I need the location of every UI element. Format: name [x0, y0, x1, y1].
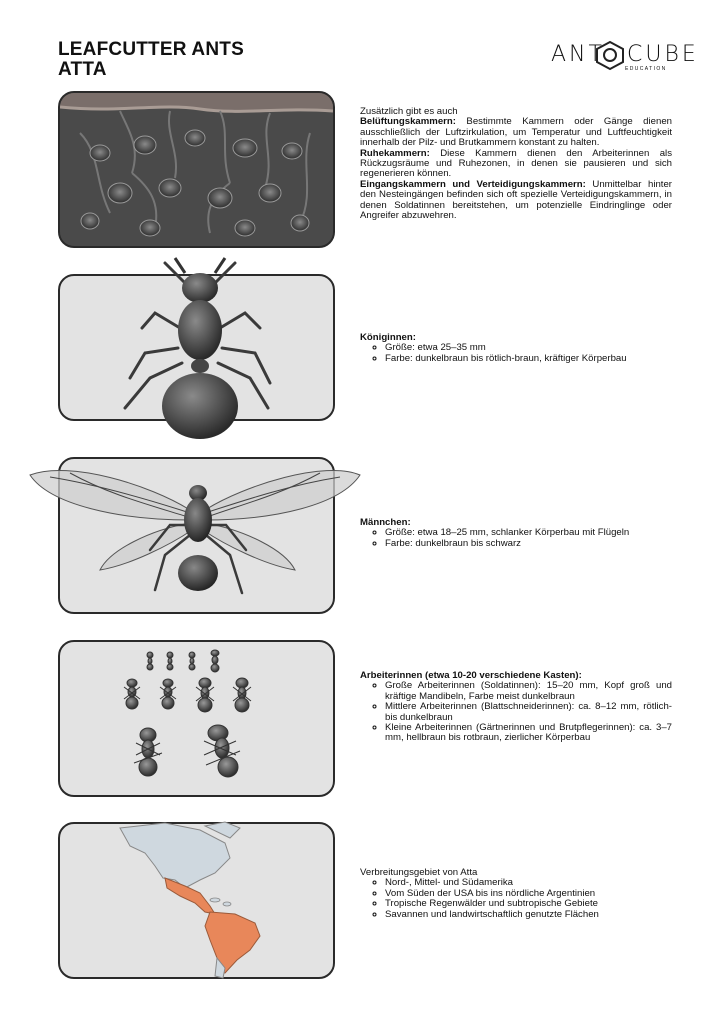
chamber-text: Diese Kammern dienen den Arbeiterinnen als Rückzugsräume und Ruhezonen, in denen sie pausieren und sich regenerieren können.: [360, 147, 672, 180]
logo-subtitle: EDUCATION: [625, 66, 667, 72]
cube-icon: [594, 40, 626, 70]
male-description: [360, 518, 672, 549]
distribution-heading: Verbreitungsgebiet von Atta: [360, 867, 478, 878]
title-line-2: ATTA: [58, 59, 107, 80]
list-item: ◦ Kleine Arbeiterinnen (Gärtnerinnen und Brutpflegerinnen): ca. 3–7 mm, hellbraun bis rotbraun, zierlicher Körperbau: [385, 723, 672, 744]
chamber-text: Unmittelbar hinter den Nesteingängen befinden sich oft spezielle Verteidigungskammern, in denen Soldatinnen bereitstehen, um potenzielle Eindringlinge oder Angreifer abzuwehren.: [360, 178, 672, 222]
chamber-description: [360, 107, 672, 221]
title-line-1: LEAFCUTTER ANTS: [58, 39, 244, 60]
nest-illustration: [60, 93, 333, 246]
logo-word-right: CUBE: [627, 42, 699, 67]
worker-ants-illustration: [110, 643, 270, 788]
chamber-text: Bestimmte Kammern oder Gänge dienen ausschließlich der Luftzirkulation, um Temperatur und Luftfeuchtigkeit innerhalb der Pilz- und Brutkammern konstant zu halten.: [360, 116, 672, 149]
list-item: ◦ Mittlere Arbeiterinnen (Blattschneiderinnen): ca. 8–12 mm, rötlich- bis dunkelbraun: [385, 702, 672, 723]
logo-word-left: ANT: [551, 42, 605, 67]
list-item: ◦ Größe: etwa 18–25 mm, schlanker Körperbau mit Flügeln: [385, 528, 672, 538]
male-list: [360, 528, 672, 549]
list-item: ◦ Große Arbeiterinnen (Soldatinnen): 15–20 mm, Kopf groß und kräftige Mandibeln, Farbe meist dunkelbraun: [385, 681, 672, 702]
distribution-description: [360, 868, 672, 920]
distribution-list: [360, 878, 672, 920]
nest-illustration-panel: [58, 91, 335, 248]
chamber-paragraph: [360, 180, 672, 222]
chamber-paragraph: [360, 149, 672, 180]
chamber-term: Ruhekammern:: [360, 147, 430, 159]
workers-description: [360, 671, 672, 744]
queen-heading: Königinnen:: [360, 332, 416, 343]
list-item: ◦ Tropische Regenwälder und subtropische Gebiete: [385, 899, 672, 909]
distribution-map: [105, 818, 305, 978]
list-item: ◦ Farbe: dunkelbraun bis rötlich-braun, kräftiger Körperbau: [385, 354, 672, 364]
queen-description: [360, 333, 672, 364]
workers-heading: Arbeiterinnen (etwa 10-20 verschiedene Kasten):: [360, 670, 582, 681]
male-ant-illustration: [30, 465, 360, 605]
queen-ant-illustration: [120, 258, 280, 443]
male-heading: Männchen:: [360, 517, 411, 528]
list-item: ◦ Vom Süden der USA bis ins nördliche Argentinien: [385, 889, 672, 899]
list-item: ◦ Farbe: dunkelbraun bis schwarz: [385, 539, 672, 549]
chamber-term: Eingangskammern und Verteidigungskammern:: [360, 178, 586, 190]
chamber-intro: Zusätzlich gibt es auch: [360, 106, 458, 117]
page-title: [58, 40, 244, 80]
list-item: ◦ Savannen und landwirtschaftlich genutzte Flächen: [385, 910, 672, 920]
list-item: ◦ Nord-, Mittel- und Südamerika: [385, 878, 672, 888]
queen-list: [360, 343, 672, 364]
chamber-paragraph: [360, 117, 672, 148]
chamber-term: Belüftungskammern:: [360, 116, 456, 128]
workers-list: [360, 681, 672, 743]
list-item: ◦ Größe: etwa 25–35 mm: [385, 343, 672, 353]
antcube-logo: [545, 38, 699, 76]
